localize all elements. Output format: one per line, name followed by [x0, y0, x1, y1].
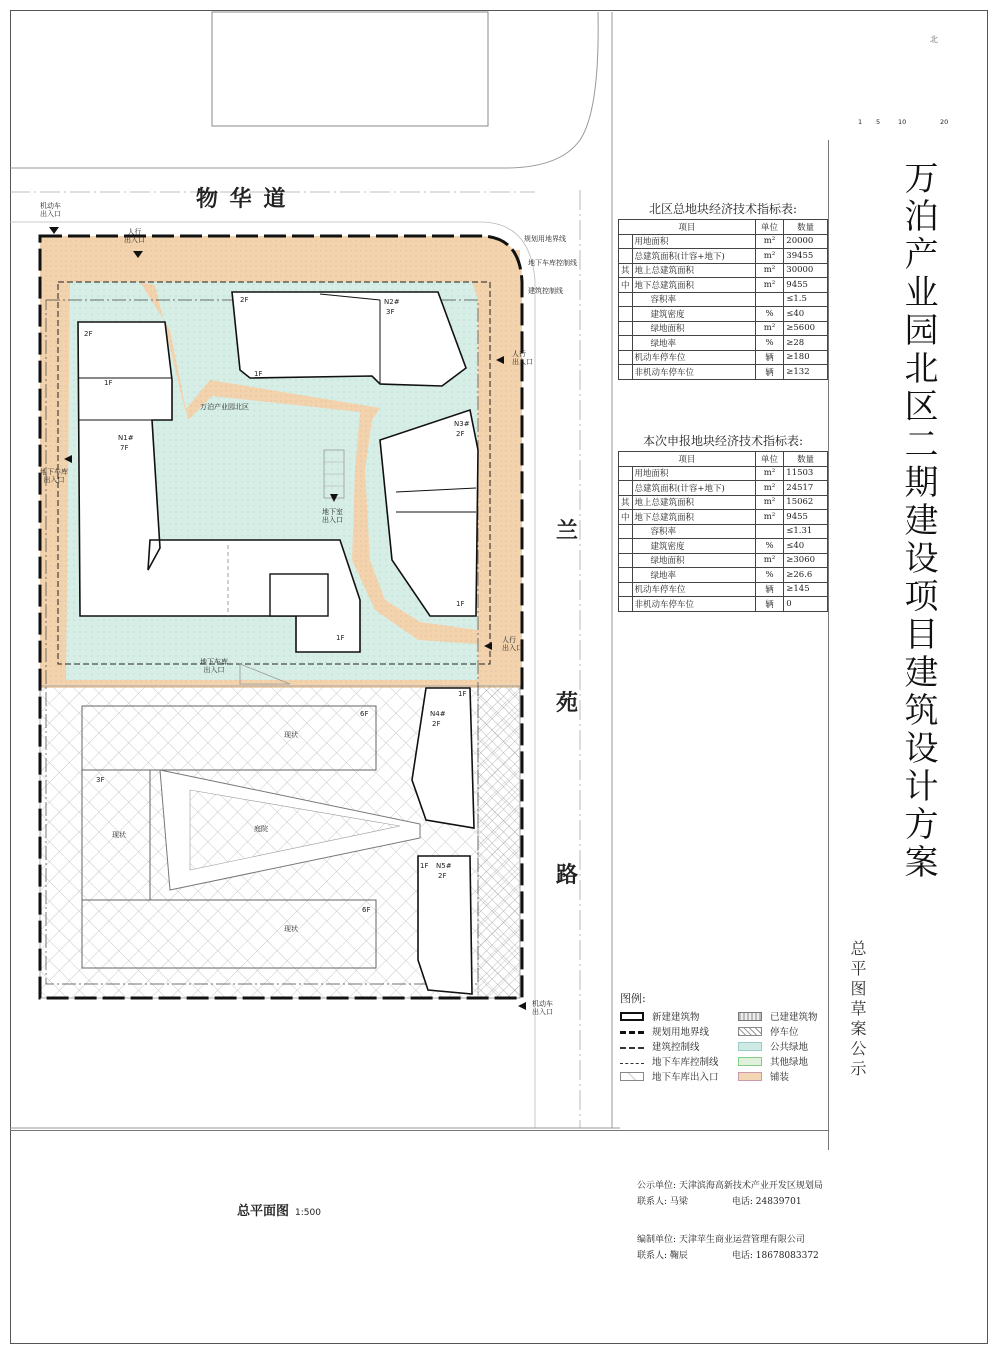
row-side-label: 中 [619, 510, 633, 525]
legend-item-ramp [620, 1070, 738, 1082]
row-item: 地下总建筑面积 [632, 278, 755, 293]
road-edge-north [10, 12, 598, 168]
row-side-label [619, 249, 633, 264]
legend-label: 其他绿地 [770, 1057, 809, 1068]
row-value: ≤1.31 [784, 524, 828, 539]
table-row [619, 553, 828, 568]
legend-item-publicgreen [738, 1040, 830, 1052]
row-item: 非机动车停车位 [632, 365, 755, 380]
table-row [619, 292, 828, 307]
legend-swatch [738, 1012, 762, 1021]
plan-caption-title: 总平面图 [237, 1204, 290, 1219]
row-side-label: 其 [619, 263, 633, 278]
pedestrian-north-label: 人行 出入口 [124, 228, 145, 244]
n3-label-1f: 1F [456, 600, 465, 608]
row-item: 容积率 [632, 292, 755, 307]
row-unit: m² [755, 263, 783, 278]
row-unit: 辆 [755, 350, 783, 365]
col-item: 项目 [619, 220, 756, 235]
row-value: 24517 [784, 481, 828, 496]
legend-item-new [620, 1010, 738, 1022]
legend-item-existing [738, 1010, 830, 1022]
legend-label: 公共绿地 [770, 1042, 809, 1053]
row-item: 机动车停车位 [632, 582, 755, 597]
plan-caption [237, 1200, 321, 1219]
n1-label-1f: 1F [104, 379, 113, 387]
footer-publisher: 公示单位: 天津滨海高新技术产业开发区规划局 [637, 1181, 823, 1191]
scale-5: 5 [876, 118, 881, 126]
row-unit: % [755, 336, 783, 351]
row-item: 绿地率 [632, 336, 755, 351]
row-value: ≥26.6 [784, 568, 828, 583]
row-side-label [619, 365, 633, 380]
table-row [619, 278, 828, 293]
row-side-label [619, 321, 633, 336]
row-side-label [619, 524, 633, 539]
row-value: ≥5600 [784, 321, 828, 336]
row-item: 总建筑面积(计容+地下) [632, 481, 755, 496]
row-unit: m² [755, 278, 783, 293]
project-title: 万泊产业园北区二期建设项目建筑设计方案 [898, 160, 938, 882]
context-block [212, 12, 488, 126]
table-row [619, 510, 828, 525]
table-north-title: 北区总地块经济技术指标表: [648, 202, 798, 216]
row-side-label [619, 539, 633, 554]
row-side-label [619, 597, 633, 612]
legend-label: 地下车库控制线 [652, 1057, 719, 1068]
n1-label-id: N1# [118, 434, 134, 442]
row-item: 绿地面积 [632, 321, 755, 336]
row-item: 容积率 [632, 524, 755, 539]
row-item: 地上总建筑面积 [632, 263, 755, 278]
legend-item-parking [738, 1025, 830, 1037]
n3-label-2f: 2F [456, 430, 465, 438]
table-row [619, 307, 828, 322]
n5-label-1f: 1F [420, 862, 429, 870]
col-value: 数量 [784, 220, 828, 235]
scale-1: 1 [858, 118, 863, 126]
row-item: 建筑密度 [632, 307, 755, 322]
road-name-east-3: 路 [556, 862, 579, 888]
table-north [618, 200, 828, 380]
row-side-label [619, 336, 633, 351]
existing-label-6f-north: 6F [360, 710, 369, 718]
row-side-label [619, 553, 633, 568]
legend-item-property [620, 1025, 738, 1037]
row-value: 9455 [784, 278, 828, 293]
row-unit: m² [755, 321, 783, 336]
n1-label-2f: 2F [84, 330, 93, 338]
row-value: ≥3060 [784, 553, 828, 568]
legend-item-control [620, 1040, 738, 1052]
n2-label-3f: 3F [386, 308, 395, 316]
row-side-label [619, 350, 633, 365]
table-row [619, 524, 828, 539]
line-garage-label: 地下车库控制线 [528, 259, 577, 267]
row-side-label: 其 [619, 495, 633, 510]
table-row [619, 249, 828, 264]
row-value: 20000 [784, 234, 828, 249]
legend-swatch [620, 1012, 644, 1021]
row-unit [755, 292, 783, 307]
row-value: ≤40 [784, 539, 828, 554]
row-unit: 辆 [755, 597, 783, 612]
row-unit: % [755, 307, 783, 322]
legend-swatch [738, 1072, 762, 1081]
table-row [619, 481, 828, 496]
n1-label-7f: 7F [120, 444, 129, 452]
row-item: 机动车停车位 [632, 350, 755, 365]
row-value: ≥132 [784, 365, 828, 380]
row-unit: % [755, 568, 783, 583]
row-side-label [619, 234, 633, 249]
legend-swatch [738, 1027, 762, 1036]
legend-swatch [620, 1031, 644, 1034]
road-name-east-1: 兰 [556, 518, 579, 544]
row-item: 地上总建筑面积 [632, 495, 755, 510]
n2-label-2f: 2F [240, 296, 249, 304]
row-value: ≤40 [784, 307, 828, 322]
table-current-grid [618, 451, 828, 612]
row-side-label [619, 307, 633, 322]
legend-swatch [620, 1047, 644, 1049]
plan-divider [10, 1130, 828, 1131]
legend-swatch [738, 1057, 762, 1066]
n1-label-1f-south: 1F [336, 634, 345, 642]
legend [620, 990, 830, 1082]
table-current [618, 432, 828, 612]
vehicle-entry-se-label: 机动车 出入口 [532, 1000, 553, 1016]
row-value: ≥180 [784, 350, 828, 365]
row-unit: 辆 [755, 582, 783, 597]
row-value: ≥145 [784, 582, 828, 597]
existing-label-2: 现状 [112, 831, 126, 839]
row-unit: m² [755, 466, 783, 481]
pedestrian-east-label-2: 人行 出入口 [502, 636, 523, 652]
row-item: 绿地面积 [632, 553, 755, 568]
line-building-label: 建筑控制线 [528, 287, 563, 295]
table-row [619, 365, 828, 380]
footer-contact2-name: 联系人: 鞠辰 [637, 1251, 688, 1261]
row-item: 用地面积 [632, 234, 755, 249]
footer-contact2-phone: 电话: 18678083372 [731, 1251, 819, 1261]
row-side-label [619, 481, 633, 496]
garage-south-label: 地下车库 出入口 [200, 658, 228, 674]
row-unit: % [755, 539, 783, 554]
legend-label: 铺装 [770, 1072, 790, 1083]
legend-swatch [620, 1072, 644, 1081]
project-subtitle: 总平图草案公示 [848, 940, 867, 1080]
table-row [619, 597, 828, 612]
row-value: ≥28 [784, 336, 828, 351]
row-side-label [619, 292, 633, 307]
table-row [619, 568, 828, 583]
north-label: 北 [930, 35, 938, 44]
n4-label-id: N4# [430, 710, 446, 718]
row-item: 非机动车停车位 [632, 597, 755, 612]
n4-label-1f: 1F [458, 690, 467, 698]
row-unit: 辆 [755, 365, 783, 380]
col-unit: 单位 [755, 220, 783, 235]
legend-grid [620, 1010, 830, 1082]
row-value: 0 [784, 597, 828, 612]
table-row [619, 321, 828, 336]
building-n2 [232, 292, 466, 386]
footer-compiler: 编制单位: 天津苹生商业运营管理有限公司 [637, 1235, 805, 1245]
table-row [619, 466, 828, 481]
table-row [619, 495, 828, 510]
row-side-label: 中 [619, 278, 633, 293]
courtyard-label: 庭院 [254, 825, 268, 833]
row-unit: m² [755, 510, 783, 525]
legend-label: 建筑控制线 [652, 1042, 700, 1053]
line-property-label: 规划用地界线 [524, 235, 566, 243]
n3-label-id: N3# [454, 420, 470, 428]
table-row [619, 234, 828, 249]
table-row [619, 539, 828, 554]
col-item: 项目 [619, 452, 756, 467]
table-row [619, 263, 828, 278]
existing-label-6f-south: 6F [362, 906, 371, 914]
existing-label-3f: 3F [96, 776, 105, 784]
col-unit: 单位 [755, 452, 783, 467]
row-value: 39455 [784, 249, 828, 264]
legend-label: 地下车库出入口 [652, 1072, 719, 1083]
row-side-label [619, 582, 633, 597]
n5-label-2f: 2F [438, 872, 447, 880]
road-name-north: 物 华 道 [196, 186, 288, 212]
row-value: 30000 [784, 263, 828, 278]
legend-label: 停车位 [770, 1027, 799, 1038]
footer-contact1-name: 联系人: 马梁 [637, 1197, 688, 1207]
n2-label-1f: 1F [254, 370, 263, 378]
row-value: 11503 [784, 466, 828, 481]
legend-item-garage [620, 1055, 738, 1067]
row-unit [755, 524, 783, 539]
footer-contact1-phone: 电话: 24839701 [731, 1197, 802, 1207]
scale-10: 10 [898, 118, 907, 126]
row-value: ≤1.5 [784, 292, 828, 307]
n5-label-id: N5# [436, 862, 452, 870]
scale-20: 20 [940, 118, 949, 126]
basement-entry-label: 地下室 出入口 [322, 508, 343, 524]
table-north-grid [618, 219, 828, 380]
legend-label: 已建建筑物 [770, 1012, 818, 1023]
legend-label: 新建建筑物 [652, 1012, 700, 1023]
table-row [619, 350, 828, 365]
col-value: 数量 [784, 452, 828, 467]
road-name-east-2: 苑 [556, 690, 579, 716]
table-current-title: 本次申报地块经济技术指标表: [642, 434, 804, 448]
row-item: 建筑密度 [632, 539, 755, 554]
footer [637, 1178, 823, 1264]
legend-swatch [738, 1042, 762, 1051]
row-unit: m² [755, 553, 783, 568]
existing-label-3: 现状 [284, 925, 298, 933]
paving-strip [478, 250, 520, 686]
legend-item-paving [738, 1070, 830, 1082]
n2-label-id: N2# [384, 298, 400, 306]
existing-label-1: 现状 [284, 731, 298, 739]
row-value: 9455 [784, 510, 828, 525]
row-side-label [619, 466, 633, 481]
table-row [619, 582, 828, 597]
row-item: 绿地率 [632, 568, 755, 583]
pedestrian-east-label-1: 人行 出入口 [512, 350, 533, 366]
row-unit: m² [755, 495, 783, 510]
row-unit: m² [755, 249, 783, 264]
title-column [838, 140, 958, 1150]
row-item: 地下总建筑面积 [632, 510, 755, 525]
garage-west-label: 地下车库 出入口 [40, 468, 68, 484]
legend-title: 图例: [620, 992, 646, 1005]
park-label: 万泊产业园北区 [200, 403, 249, 411]
row-side-label [619, 568, 633, 583]
legend-swatch [620, 1063, 644, 1064]
legend-item-othergreen [738, 1055, 830, 1067]
row-item: 用地面积 [632, 466, 755, 481]
plan-scale: 1:500 [295, 1208, 321, 1218]
row-unit: m² [755, 234, 783, 249]
n4-label-2f: 2F [432, 720, 441, 728]
row-item: 总建筑面积(计容+地下) [632, 249, 755, 264]
legend-label: 规划用地界线 [652, 1027, 710, 1038]
east-parking-strip [478, 686, 520, 998]
row-value: 15062 [784, 495, 828, 510]
vehicle-entry-nw-label: 机动车 出入口 [40, 202, 61, 218]
table-row [619, 336, 828, 351]
row-unit: m² [755, 481, 783, 496]
